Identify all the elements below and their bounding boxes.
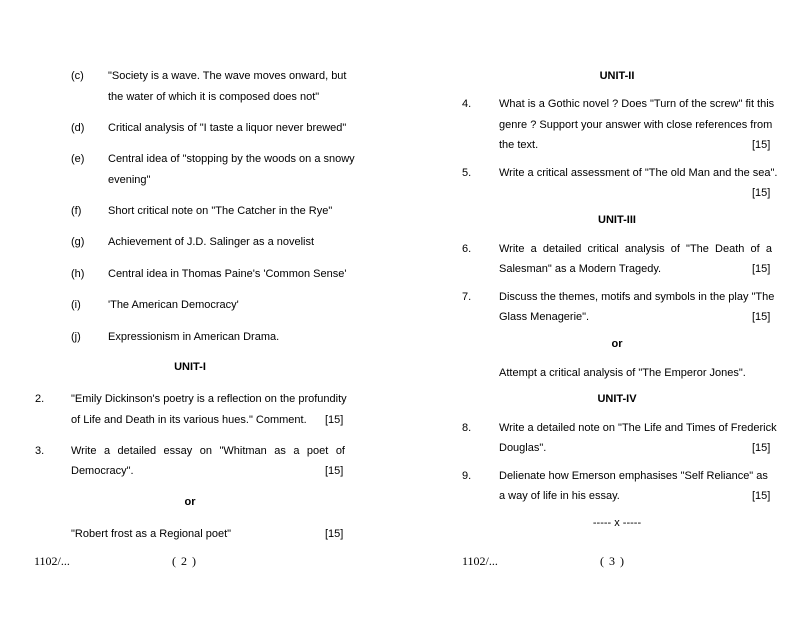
sub-item-label: (i): [71, 299, 81, 311]
or-divider: or: [184, 496, 196, 508]
sub-item-label: (d): [71, 122, 85, 134]
sub-item-text: Critical analysis of "I taste a liquor never brewed": [108, 122, 347, 134]
unit-heading: UNIT-I: [174, 361, 206, 373]
sub-item-label: (h): [71, 268, 85, 280]
question-text: Write a critical assessment of "The old Man and the sea".: [499, 167, 778, 179]
question-text: Write a detailed critical analysis of "The Death of a: [499, 243, 772, 255]
or-divider: or: [611, 338, 623, 350]
question-text: Douglas".: [499, 442, 547, 454]
sub-item-text: "Society is a wave. The wave moves onward, but: [108, 70, 347, 82]
question-text: Delienate how Emerson emphasises "Self Reliance" as: [499, 470, 768, 482]
alternative-question: "Robert frost as a Regional poet": [71, 528, 232, 540]
question-text: Glass Menagerie".: [499, 311, 590, 323]
question-text: a way of life in his essay.: [499, 490, 620, 502]
marks: [15]: [325, 414, 344, 426]
unit-heading: UNIT-II: [599, 70, 635, 82]
question-text: Write a detailed essay on "Whitman as a poet of: [71, 445, 345, 457]
alternative-question: Attempt a critical analysis of "The Emperor Jones".: [499, 367, 746, 379]
marks: [15]: [752, 490, 771, 502]
sub-item-label: (e): [71, 153, 85, 165]
sub-item-text: 'The American Democracy': [108, 299, 239, 311]
question-text: Discuss the themes, motifs and symbols in the play "The: [499, 291, 775, 303]
question-text: genre ? Support your answer with close references from: [499, 119, 773, 131]
marks: [15]: [752, 187, 771, 199]
sub-item-text: Short critical note on "The Catcher in the Rye": [108, 205, 333, 217]
question-number: 7.: [462, 291, 472, 303]
question-number: 4.: [462, 98, 472, 110]
marks: [15]: [752, 263, 771, 275]
sub-item-label: (j): [71, 331, 81, 343]
question-number: 6.: [462, 243, 472, 255]
page-number: ( 2 ): [172, 554, 197, 568]
question-text: of Life and Death in its various hues." Comment.: [71, 414, 307, 426]
marks: [15]: [752, 311, 771, 323]
question-number: 5.: [462, 167, 472, 179]
unit-heading: UNIT-IV: [597, 393, 637, 405]
sub-item-label: (g): [71, 236, 85, 248]
sub-item-label: (f): [71, 205, 82, 217]
sub-item-text: Central idea of "stopping by the woods on a snowy: [108, 153, 355, 165]
question-number: 9.: [462, 470, 472, 482]
marks: [15]: [752, 139, 771, 151]
question-text: What is a Gothic novel ? Does "Turn of the screw" fit this: [499, 98, 775, 110]
question-text: the text.: [499, 139, 539, 151]
end-mark: ----- x -----: [592, 517, 642, 529]
paper-code: 1102/...: [462, 554, 498, 568]
question-number: 3.: [35, 445, 45, 457]
question-text: "Emily Dickinson's poetry is a reflection on the profundity: [71, 393, 347, 405]
marks: [15]: [325, 528, 344, 540]
sub-item-text: Central idea in Thomas Paine's 'Common Sense': [108, 268, 347, 280]
paper-code: 1102/...: [34, 554, 70, 568]
sub-item-text: the water of which it is composed does not": [108, 91, 320, 103]
marks: [15]: [752, 442, 771, 454]
sub-item-text: evening": [108, 174, 151, 186]
question-text: Salesman" as a Modern Tragedy.: [499, 263, 662, 275]
question-text: Democracy".: [71, 465, 134, 477]
sub-item-text: Expressionism in American Drama.: [108, 331, 280, 343]
page-number: ( 3 ): [600, 554, 625, 568]
sub-item-label: (c): [71, 70, 84, 82]
question-number: 2.: [35, 393, 45, 405]
question-number: 8.: [462, 422, 472, 434]
unit-heading: UNIT-III: [598, 214, 636, 226]
sub-item-text: Achievement of J.D. Salinger as a novelist: [108, 236, 315, 248]
marks: [15]: [325, 465, 344, 477]
question-text: Write a detailed note on "The Life and Times of Frederick: [499, 422, 777, 434]
